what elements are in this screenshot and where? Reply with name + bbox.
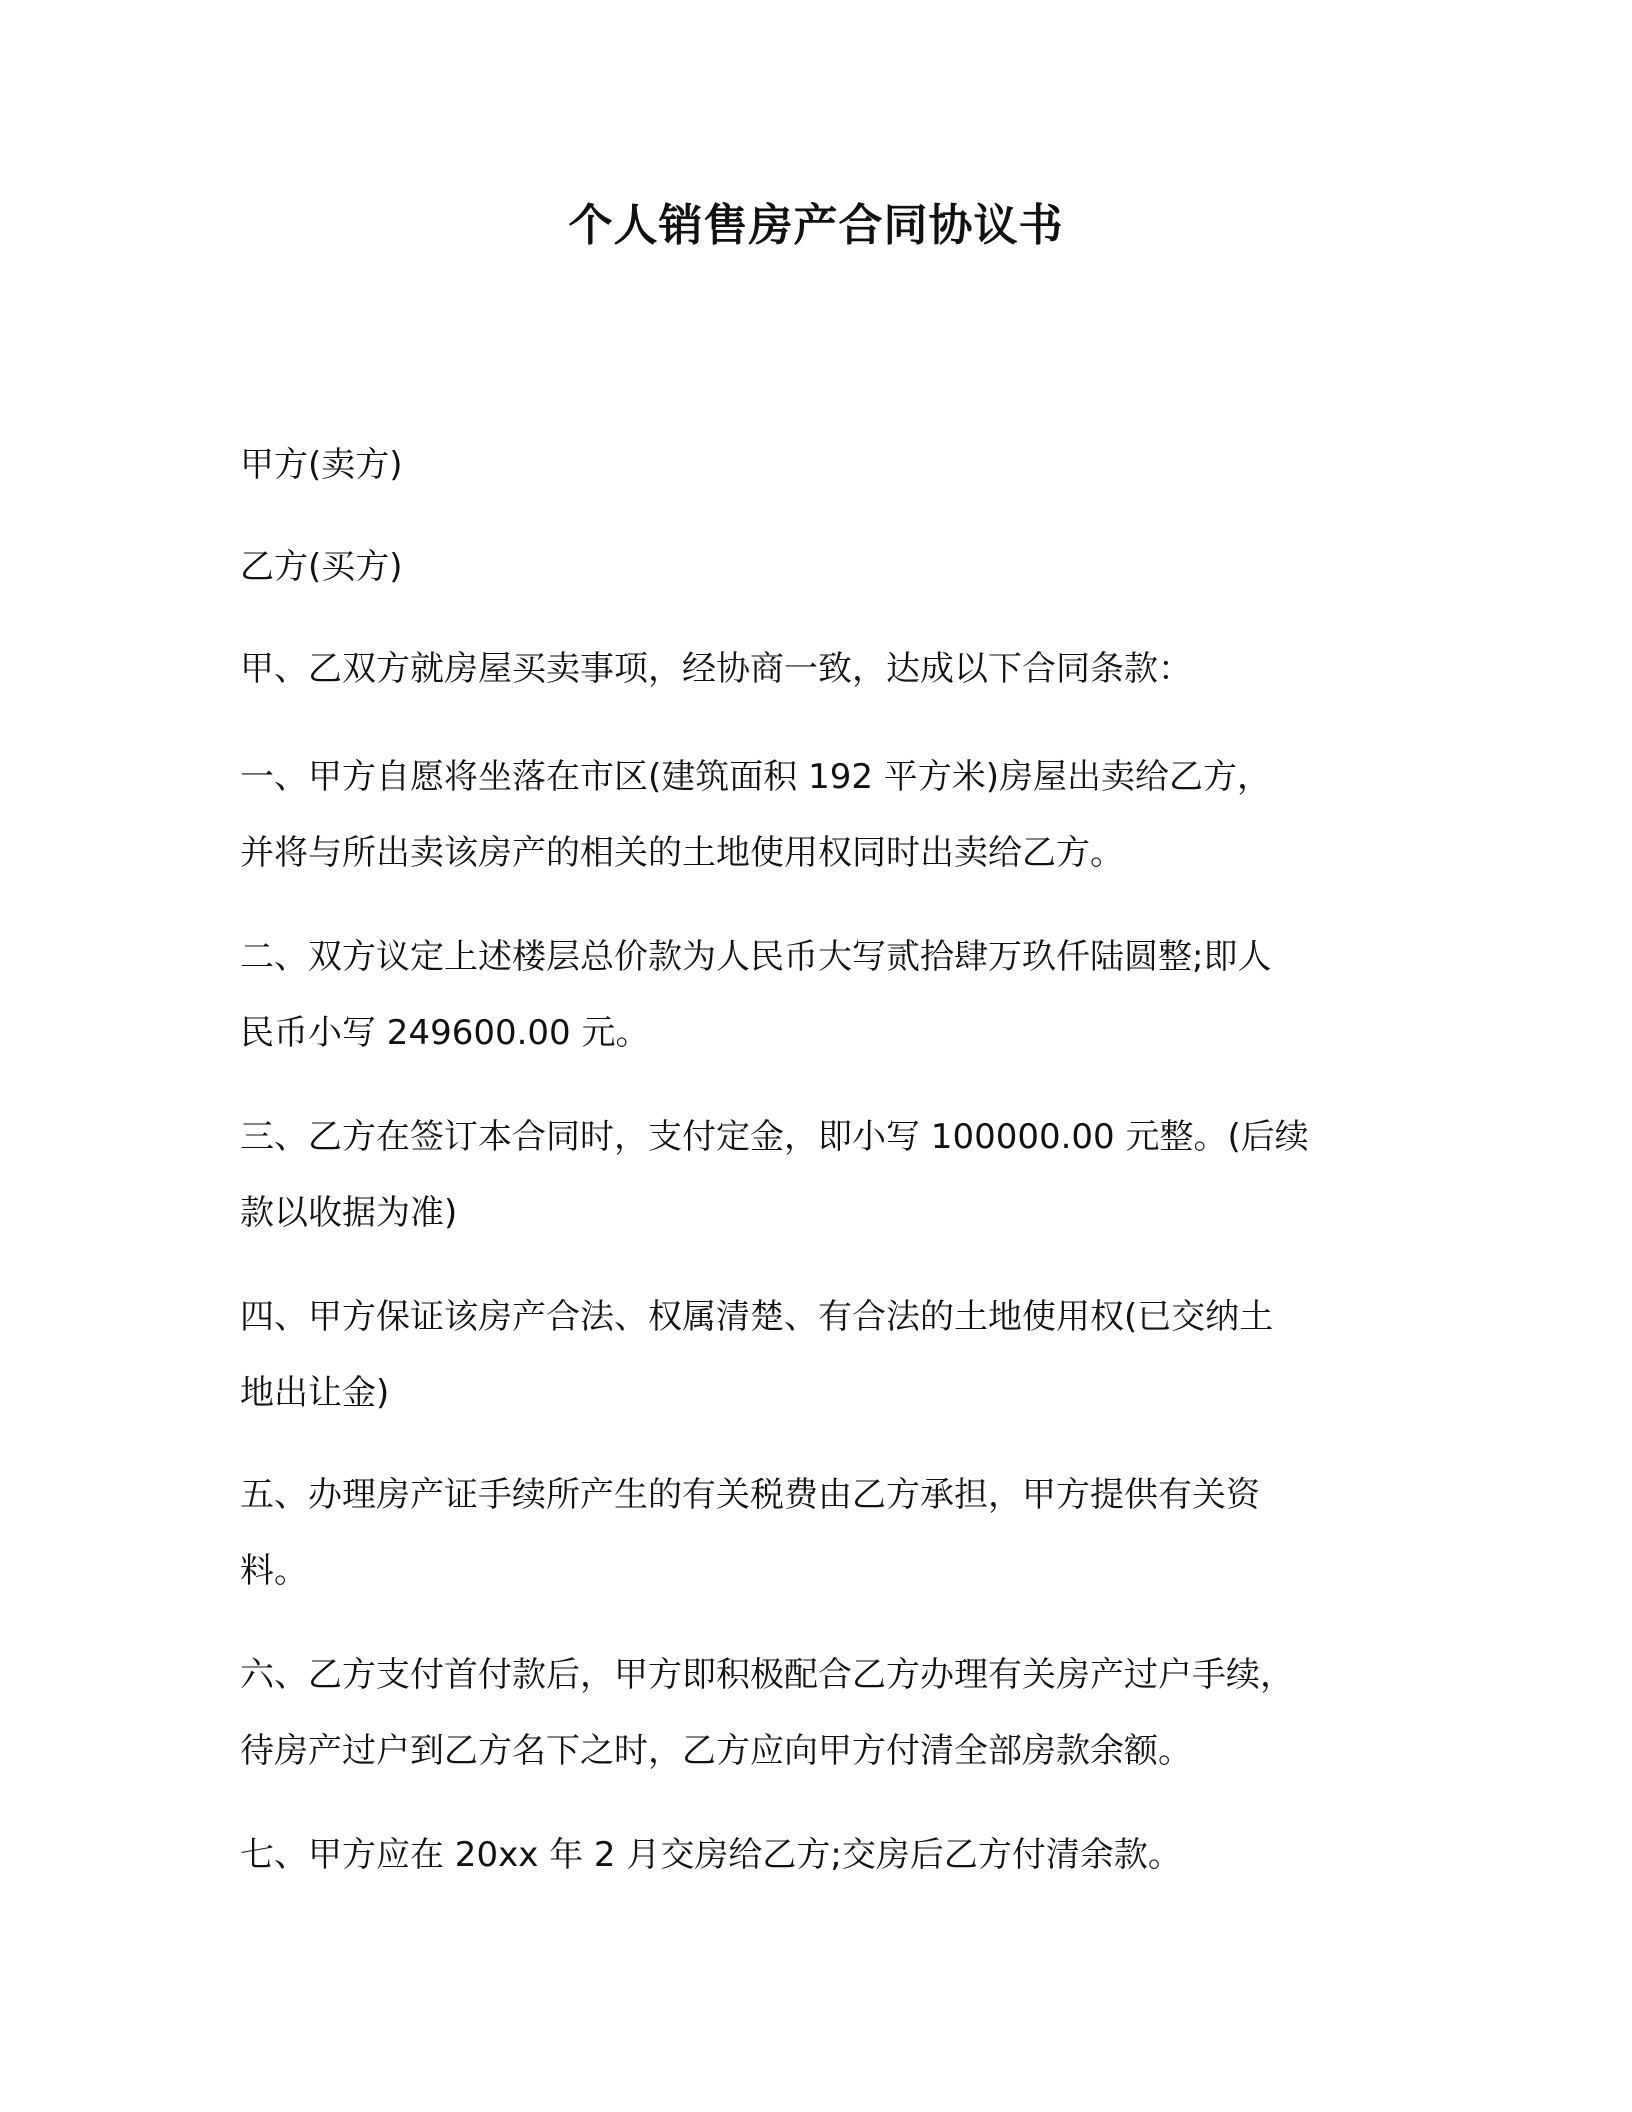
clause-3-line-1: 三、乙方在签订本合同时，支付定金，即小写 100000.00 元整。(后续 [240,1117,1309,1157]
clause-7-line-1: 七、甲方应在 20xx 年 2 月交房给乙方;交房后乙方付清余款。 [240,1835,1182,1875]
party-a-line: 甲方(卖方) [240,445,403,485]
clause-2-line-1: 二、双方议定上述楼层总价款为人民币大写贰拾肆万玖仟陆圆整;即人 [240,937,1272,977]
clause-5-line-2: 料。 [240,1551,308,1591]
preamble-line: 甲、乙双方就房屋买卖事项，经协商一致，达成以下合同条款： [240,649,1192,689]
clause-6-line-2: 待房产过户到乙方名下之时，乙方应向甲方付清全部房款余额。 [240,1731,1192,1771]
clause-4-line-2: 地出让金) [240,1373,390,1413]
party-b-line: 乙方(买方) [240,547,403,587]
document-title: 个人销售房产合同协议书 [568,200,1064,251]
clause-1-line-1: 一、甲方自愿将坐落在市区(建筑面积 192 平方米)房屋出卖给乙方， [240,757,1272,797]
clause-5-line-1: 五、办理房产证手续所产生的有关税费由乙方承担，甲方提供有关资 [240,1475,1260,1515]
clause-3-line-2: 款以收据为准) [240,1193,458,1233]
clause-2-line-2: 民币小写 249600.00 元。 [240,1013,650,1053]
clause-4-line-1: 四、甲方保证该房产合法、权属清楚、有合法的土地使用权(已交纳土 [240,1297,1274,1337]
clause-1-line-2: 并将与所出卖该房产的相关的土地使用权同时出卖给乙方。 [240,833,1124,873]
clause-6-line-1: 六、乙方支付首付款后，甲方即积极配合乙方办理有关房产过户手续， [240,1655,1294,1695]
